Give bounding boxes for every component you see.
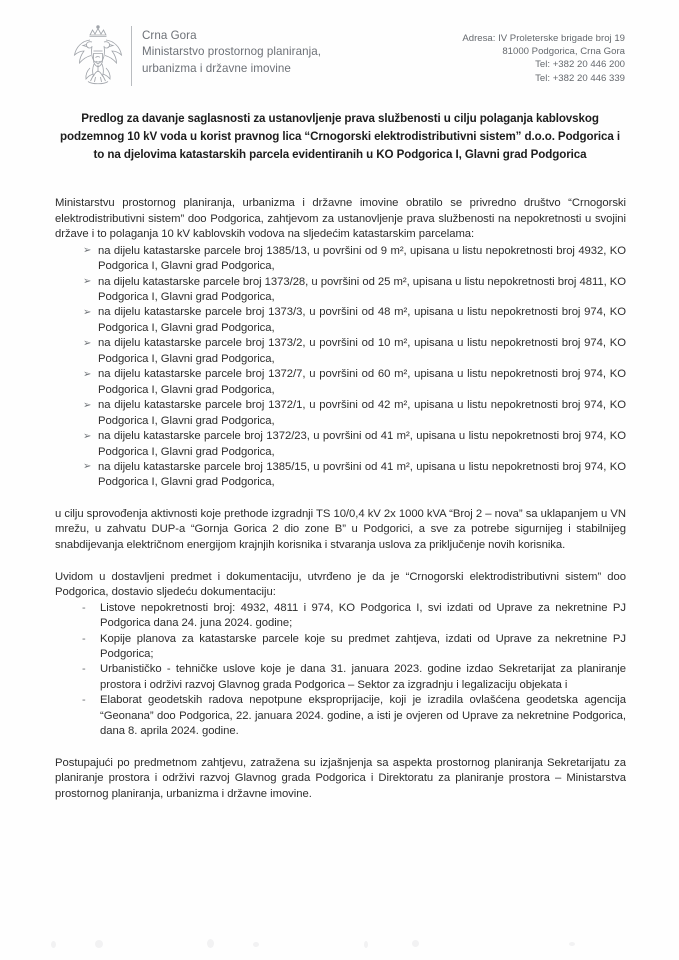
list-item <box>55 460 626 491</box>
spacer <box>55 554 626 570</box>
ministry-name-block <box>142 28 392 77</box>
list-item-text: na dijelu katastarske parcele broj 1373/28, u površini od 25 m², upisana u listu nepokretnosti broj 4811, KO Podgorica I, Glavni grad Podgorica, <box>98 275 626 303</box>
list-item <box>55 632 626 663</box>
list-item-text: na dijelu katastarske parcele broj 1373/3, u površini od 48 m², upisana u listu nepokretnosti broj 974, KO Podgorica I, Glavni grad Podgorica, <box>98 306 626 334</box>
arrow-bullet-icon: ➢ <box>83 276 92 288</box>
list-item-text: Urbanističko - tehničke uslove koje je dana 31. januara 2023. godine izdao Sekretarijat za planiranje prostora i održivi razvoj Glavnog grada Podgorica – Sektor za izgradnju i legalizaciju objekata i <box>100 663 626 691</box>
dash-bullet-icon: - <box>82 632 86 645</box>
parcel-list <box>55 244 626 491</box>
phone-primary: Tel: +382 20 446 200 <box>535 59 625 71</box>
list-item <box>55 367 626 398</box>
documentation-list <box>55 601 626 740</box>
ministry-name-line-2: urbanizma i državne imovine <box>142 61 291 75</box>
arrow-bullet-icon: ➢ <box>83 399 92 411</box>
ministry-name-line-1: Ministarstvo prostornog planiranja, <box>142 45 321 59</box>
document-header <box>0 22 679 94</box>
list-item-text: na dijelu katastarske parcele broj 1372/23, u površini od 41 m², upisana u listu nepokretnosti broj 974, KO Podgorica I, Glavni grad Podgorica, <box>98 430 626 458</box>
list-item <box>55 693 626 739</box>
country-name: Crna Gora <box>142 29 197 42</box>
list-item-text: Listove nepokretnosti broj: 4932, 4811 i 974, KO Podgorica I, svi izdati od Uprave za nekretnine PJ Podgorica dana 24. juna 2024. godine; <box>100 601 626 630</box>
list-item-text: na dijelu katastarske parcele broj 1385/13, u površini od 9 m², upisana u listu nepokretnosti broj 4932, KO Podgorica I, Glavni grad Podgorica, <box>98 244 626 273</box>
dash-bullet-icon: - <box>82 601 86 614</box>
list-item-text: na dijelu katastarske parcele broj 1385/15, u površini od 41 m², upisana u listu nepokretnosti broj 974, KO Podgorica I, Glavni grad Podgorica, <box>98 460 626 489</box>
scan-artifact <box>51 941 56 948</box>
list-item-text: na dijelu katastarske parcele broj 1373/2, u površini od 10 m², upisana u listu nepokretnosti broj 974, KO Podgorica I, Glavni grad Podgorica, <box>98 337 626 365</box>
list-item-text: na dijelu katastarske parcele broj 1372/7, u površini od 60 m², upisana u listu nepokretnosti broj 974, KO Podgorica I, Glavni grad Podgorica, <box>98 368 626 396</box>
document-body <box>55 196 626 802</box>
arrow-bullet-icon: ➢ <box>83 430 92 442</box>
scan-artifact <box>569 942 575 946</box>
montenegro-coat-of-arms-icon <box>70 24 126 90</box>
spacer <box>55 740 626 756</box>
address-city: 81000 Podgorica, Crna Gora <box>502 46 625 58</box>
arrow-bullet-icon: ➢ <box>83 306 92 318</box>
page-title: Predlog za davanje saglasnosti za ustanovljenje prava službenosti u cilju polaganja kablovskog podzemnog 10 kV voda u korist pravnog lica “Crnogorski elektrodistributivni sistem” d.o.o. Podgorica i to na djelovima katastarskih parcela evidentiranih u KO Podgorica I, Glavni grad Podgorica <box>60 112 620 162</box>
arrow-bullet-icon: ➢ <box>83 245 92 257</box>
phone-secondary: Tel: +382 20 446 339 <box>535 72 625 84</box>
arrow-bullet-icon: ➢ <box>83 368 92 380</box>
dash-bullet-icon: - <box>82 663 86 676</box>
list-item-text: na dijelu katastarske parcele broj 1372/1, u površini od 42 m², upisana u listu nepokretnosti broj 974, KO Podgorica I, Glavni grad Podgorica, <box>98 399 626 427</box>
list-item <box>55 305 626 336</box>
list-item <box>55 601 626 632</box>
scan-artifact <box>412 940 419 947</box>
list-item <box>55 398 626 429</box>
arrow-bullet-icon: ➢ <box>83 461 92 473</box>
list-item <box>55 275 626 306</box>
list-item <box>55 244 626 275</box>
scan-artifact <box>364 941 368 948</box>
address-street: Adresa: IV Proleterske brigade broj 19 <box>462 33 625 44</box>
closing-paragraph: Postupajući po predmetnom zahtjevu, zatražena su izjašnjenja sa aspekta prostornog planiranja Sekretarijatu za planiranje prostora i održivi razvoj Glavnog grada Podgorica i Direktoratu za planiranje prostora – Ministarstva prostornog planiranja, urbanizma i državne imovine. <box>55 756 626 800</box>
scan-artifact <box>95 940 103 948</box>
dash-bullet-icon: - <box>82 694 86 707</box>
intro-paragraph: Ministarstvu prostornog planiranja, urbanizma i državne imovine obratilo se privredno društvo “Crnogorski elektrodistributivni sistem” doo Podgorica, zahtjevom za ustanovljenje prava službenosti na nepokretnosti u svojini države i to polaganja 10 kV kablovskih vodova na sljedećim katastarskim parcelama: <box>55 197 626 241</box>
header-divider <box>131 26 132 86</box>
list-item <box>55 429 626 460</box>
list-item-text: Kopije planova za katastarske parcele koje su predmet zahtjeva, izdati od Uprave za nekretnine PJ Podgorica; <box>100 632 626 660</box>
arrow-bullet-icon: ➢ <box>83 337 92 349</box>
list-item <box>55 662 626 693</box>
purpose-paragraph: u cilju sprovođenja aktivnosti koje prethode izgradnji TS 10/0,4 kV 2x 1000 kVA “Broj 2 – nova” sa uklapanjem u VN mrežu, u zahvatu DUP-a “Gornja Gorica 2 dio zone B” u Podgorici, a sve za potrebe sigurnijeg i stabilnijeg snabdijevanja električnom energijom krajnjih korisnika i stvaranja uslova za priključenje novih korisnika. <box>55 507 626 551</box>
contact-address-block <box>462 32 625 85</box>
review-paragraph: Uvidom u dostavljeni predmet i dokumentaciju, utvrđeno je da je “Crnogorski elektrodistributivni sistem” doo Podgorica, dostavio sljedeću dokumentaciju: <box>55 570 626 599</box>
scan-artifact <box>207 939 214 948</box>
list-item <box>55 336 626 367</box>
spacer <box>55 491 626 507</box>
scan-artifact <box>253 942 259 947</box>
list-item-text: Elaborat geodetskih radova nepotpune eksproprijacije, koji je izradila ovlašćena geodetska agencija “Geonana” doo Podgorica, 22. januara 2024. godine, a isti je ovjeren od Uprave za nekretnine Podgorica, dana 8. aprila 2024. godine. <box>100 694 626 738</box>
